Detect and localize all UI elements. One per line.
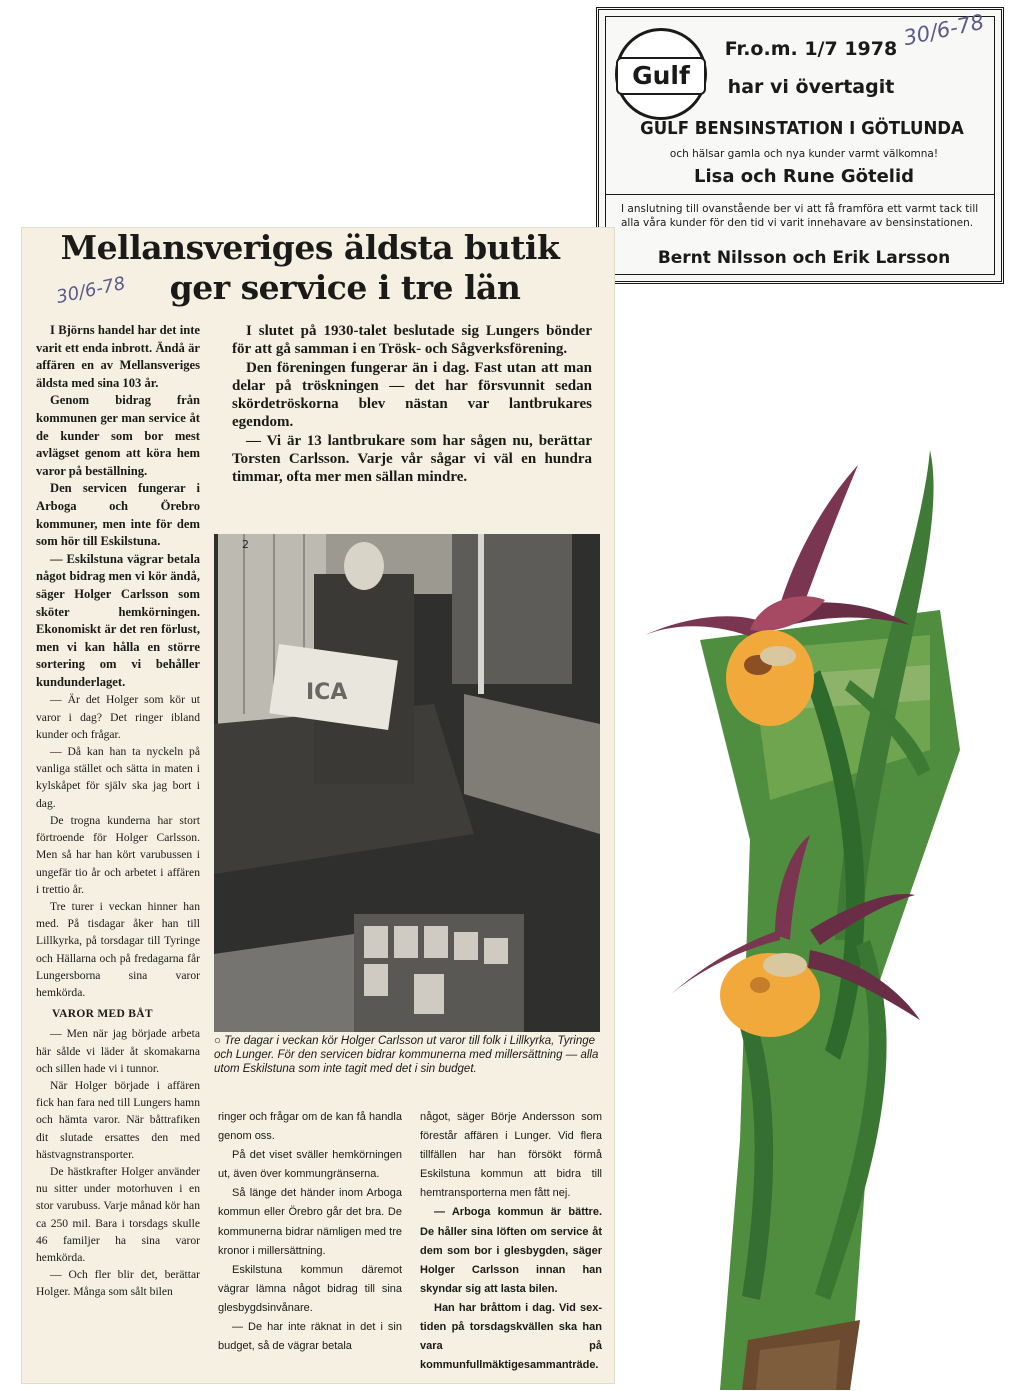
- ad-old-owners: Bernt Nilsson och Erik Larsson: [657, 248, 951, 268]
- paragraph: Den föreningen fungerar än i dag. Fast utan att man delar på tröskningen — det har försvunnit sedan skördetröskorna blev nästan var lantbrukares egendom.: [232, 359, 592, 431]
- paragraph: När Holger började i affären fick han fara ned till Lungers hamn och hämta varor. När båttrafiken dit slutade ersattes den med hästvagnstransporter.: [36, 1078, 200, 1161]
- headline-line-1: Mellansveriges äldsta butik: [60, 228, 560, 267]
- ad-new-owners: Lisa och Rune Götelid: [693, 166, 915, 187]
- paragraph: — Eskilstuna vägrar betala något bidrag men vi kör ändå, säger Holger Carlsson som sköter hemkörningen. Ekonomiskt är det ren förlust, men vi kan hålla en större sortering om vi behåller kundunderlaget.: [36, 551, 200, 689]
- paragraph: I Björns handel har det inte varit ett enda inbrott. Ändå är affären en av Mellansveriges äldsta med sina 103 år.: [36, 323, 200, 390]
- paragraph: Den servicen fungerar i Arboga och Örebro kommuner, men inte för dem som hör till Eskilstuna.: [36, 481, 200, 549]
- ad-date-line: Fr.o.m. 1/7 1978: [724, 38, 898, 60]
- caption-bullet-icon: ○: [214, 1035, 225, 1047]
- gulf-logo: [615, 28, 707, 120]
- photo-door-number: 2: [242, 538, 249, 551]
- gulf-logo-text: Gulf: [616, 57, 706, 95]
- paragraph: Tre turer i veckan hinner han med. På tisdagar åker han till Lillkyrka, på torsdagar till Tyringe och Hällarna och på fredagarna får Lungersborna sina varor hemkörda.: [36, 899, 200, 999]
- paragraph: ringer och frågar om de kan få handla genom oss.: [218, 1111, 402, 1143]
- paragraph: — Och fler blir det, berättar Holger. Många som sålt bilen: [36, 1268, 200, 1299]
- article-column-2: [218, 1108, 402, 1356]
- paragraph: — De har inte räknat in det i sin budget, så de vägrar betala: [218, 1321, 402, 1353]
- paragraph: Så länge det händer inom Arboga kommun eller Örebro går det bra. De kommunerna bidrar nämligen med tre kronor i millersättning.: [218, 1187, 402, 1257]
- article-lead: [232, 322, 592, 487]
- section-subheading: VAROR MED BÅT: [52, 1008, 153, 1021]
- ad-takeover-line: har vi övertagit: [727, 76, 895, 98]
- col1-regular-block: [36, 691, 200, 1300]
- paragraph: I slutet på 1930-talet beslutade sig Lungers bönder för att gå samman i en Trösk- och Sågverksförening.: [232, 323, 592, 358]
- paragraph: De hästkrafter Holger använder nu sitter under motorhuven i en stor varubuss. Varje månad kör han ca 250 mil. Bara i torsdags skulle 46 familjer ha sina varor hemkörda.: [36, 1164, 200, 1264]
- ad-greeting: och hälsar gamla och nya kunder varmt välkomna!: [669, 148, 939, 160]
- photo-scene: [214, 534, 600, 1032]
- ad-station-name: GULF BENSINSTATION I GÖTLUNDA: [640, 118, 964, 139]
- paragraph: De trogna kunderna har stort förtroende för Holger Carlsson. Men så har han kört varubussen i ungefär tio år och arbetet i affären i trettio år.: [36, 813, 200, 896]
- ad-thanks-text: I anslutning till ovanstående ber vi att få framföra ett varmt tack till alla våra kunder för den tid vi varit innehavare av bensinstationen.: [621, 203, 979, 229]
- photo-box-label: ICA: [306, 680, 348, 705]
- article-column-3: [420, 1108, 602, 1375]
- paragraph: — Arboga kommun är bättre. De håller sina löften om service åt dem som bor i glesbygden, säger Holger Carlsson innan han skyndar sig att lasta bilen.: [420, 1206, 602, 1295]
- article-column-1: [36, 322, 200, 1301]
- article-photo: [214, 534, 600, 1032]
- gulf-advertisement: [596, 7, 1004, 284]
- article-handwritten-date: 30/6-78: [54, 272, 128, 309]
- paragraph: Han har bråttom i dag. Vid sex-tiden på torsdagskvällen ska han vara på kommunfullmäktigesammanträde.: [420, 1301, 602, 1372]
- paragraph: Genom bidrag från kommunen ger man service åt de kunder som bor mest avlägset genom att köra hem varor på beställning.: [36, 393, 200, 478]
- paragraph: — Vi är 13 lantbrukare som har sågen nu, berättar Torsten Carlsson. Varje vår sågar vi väl en hundra timmar, ofta mer men sällan mindre.: [232, 432, 592, 486]
- paragraph: Eskilstuna kommun däremot vägrar lämna något bidrag till sina glesbygdsinvånare.: [218, 1263, 402, 1314]
- ad-divider: [605, 194, 995, 195]
- ad-handwritten-date: 30/6-78: [901, 9, 987, 51]
- orchid-drawing: [630, 420, 1021, 1390]
- orchid-illustration: [630, 420, 1021, 1390]
- headline-line-2: ger service i tre län: [169, 268, 521, 307]
- paragraph: På det viset sväller hemkörningen ut, även över kommungränserna.: [218, 1149, 402, 1181]
- col1-bold-block: [36, 322, 200, 691]
- paragraph: — Är det Holger som kör ut varor i dag? Det ringer ibland kunder och frågar.: [36, 693, 200, 741]
- paragraph: — Då kan han ta nyckeln på vanliga stället och sätta in maten i kylskåpet för själv ska jag bort i dag.: [36, 745, 200, 810]
- photo-caption: [214, 1034, 602, 1076]
- caption-text: Tre dagar i veckan kör Holger Carlsson ut varor till folk i Lillkyrka, Tyringe och Lunger. För den servicen bidrar kommunerna med millersättning — alla utom Eskilstuna som inte tagit med det i sin budget.: [214, 1035, 599, 1075]
- paragraph: — Men när jag började arbeta här sålde vi läder åt skomakarna och sillen hade vi i tunnor.: [36, 1027, 200, 1075]
- paragraph: något, säger Börje Andersson som förestår affären i Lunger. Vid flera tillfällen har han försökt förmå Eskilstuna kommun att bidra till hemtransporterna men fått nej.: [420, 1111, 602, 1200]
